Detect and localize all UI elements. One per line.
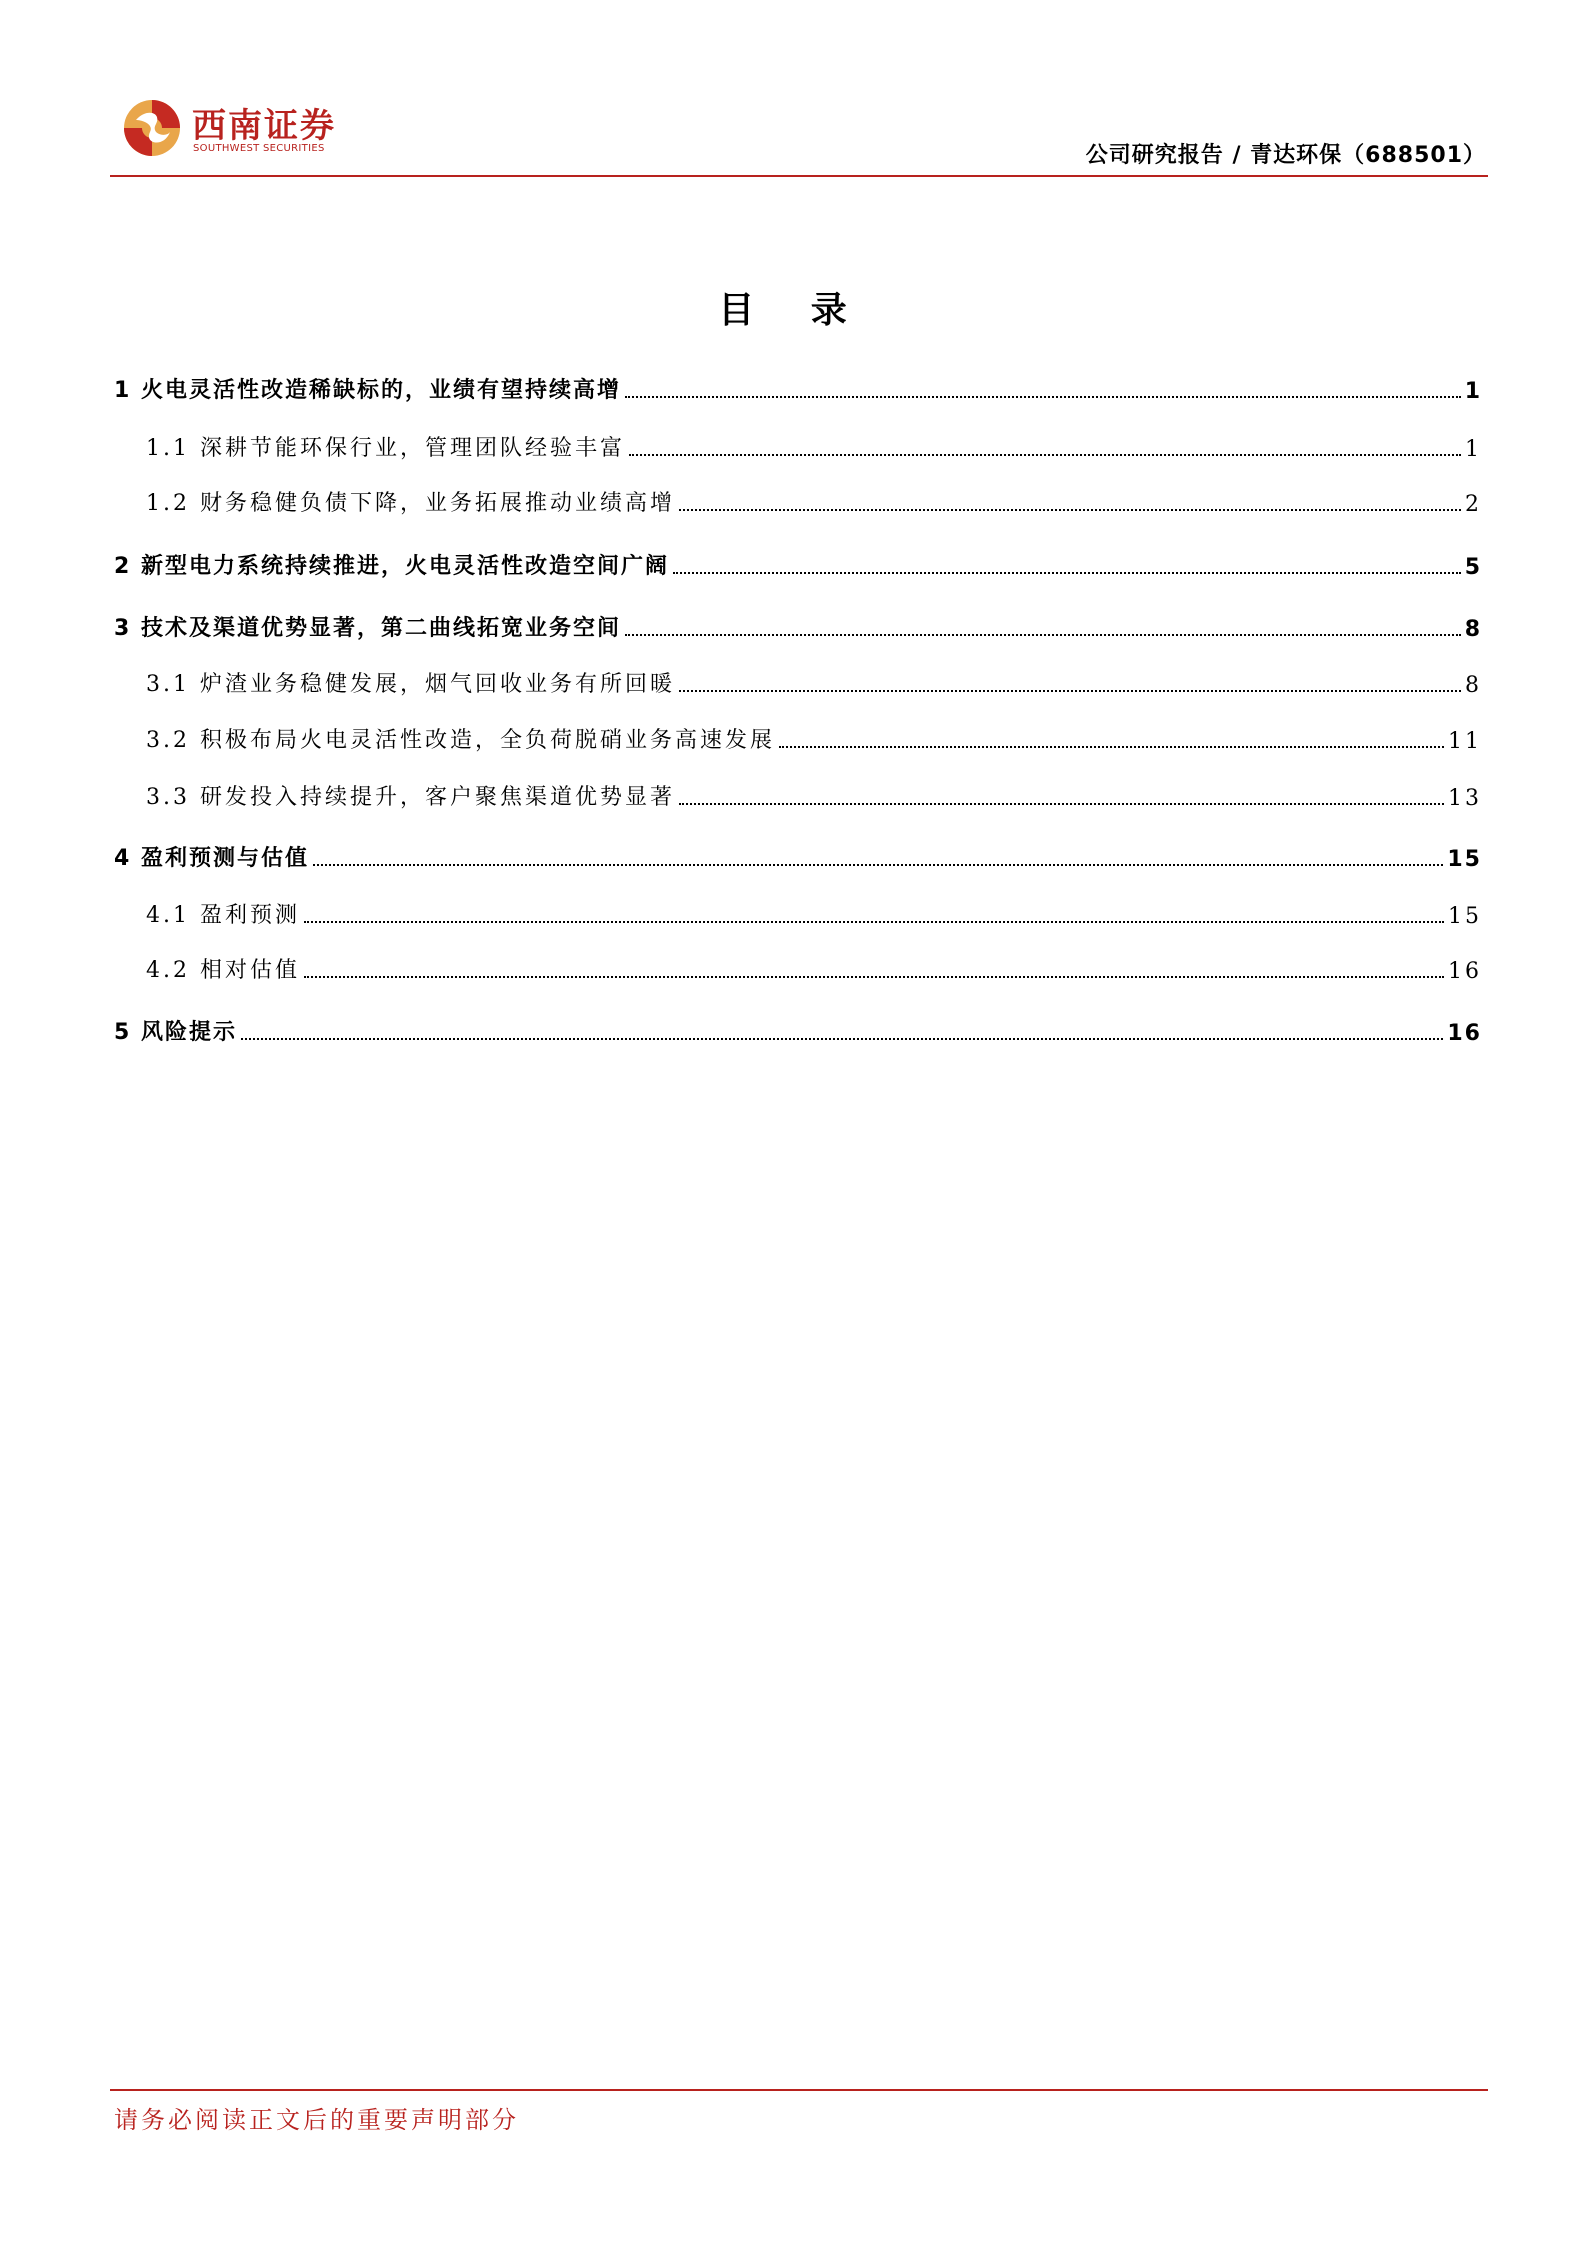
toc-entry-page: 1	[1465, 437, 1482, 462]
toc-leader-dots	[625, 396, 1461, 398]
report-title: 公司研究报告 / 青达环保（688501）	[1085, 143, 1486, 168]
toc-entry-page: 8	[1464, 617, 1482, 642]
toc-entry[interactable]	[114, 777, 1482, 811]
toc-entry-label: 3.3 研发投入持续提升，客户聚焦渠道优势显著	[146, 785, 675, 810]
toc-entry[interactable]	[114, 483, 1482, 517]
toc-entry[interactable]	[114, 370, 1482, 404]
toc-leader-dots	[679, 690, 1461, 692]
toc-entry[interactable]	[114, 838, 1482, 872]
toc-entry[interactable]	[114, 428, 1482, 462]
toc-entry-label: 5 风险提示	[114, 1020, 237, 1045]
toc-entry-label: 4.2 相对估值	[146, 958, 300, 983]
toc-leader-dots	[241, 1038, 1443, 1040]
logo-chinese-name: 西南证券	[192, 106, 336, 146]
footer-divider	[110, 2089, 1488, 2091]
toc-entry-label: 1.1 深耕节能环保行业，管理团队经验丰富	[146, 436, 625, 461]
toc-entry-page: 15	[1447, 847, 1482, 872]
toc-leader-dots	[673, 572, 1461, 574]
toc-leader-dots	[304, 921, 1444, 923]
toc-entry-label: 1 火电灵活性改造稀缺标的，业绩有望持续高增	[114, 378, 621, 403]
toc-entry[interactable]	[114, 950, 1482, 984]
toc-entry-label: 3.1 炉渣业务稳健发展，烟气回收业务有所回暖	[146, 672, 675, 697]
toc-entry-page: 13	[1448, 786, 1482, 811]
toc-entry[interactable]	[114, 1012, 1482, 1046]
toc-entry-label: 3.2 积极布局火电灵活性改造，全负荷脱硝业务高速发展	[146, 728, 775, 753]
footer-disclaimer-notice: 请务必阅读正文后的重要声明部分	[114, 2106, 519, 2134]
toc-entry-page: 15	[1448, 904, 1482, 929]
toc-entry-page: 11	[1448, 729, 1482, 754]
toc-entry-page: 8	[1465, 673, 1482, 698]
toc-entry[interactable]	[114, 546, 1482, 580]
toc-leader-dots	[629, 454, 1461, 456]
toc-entry[interactable]	[114, 895, 1482, 929]
toc-entry-label: 4 盈利预测与估值	[114, 846, 309, 871]
page-header	[110, 96, 1488, 176]
toc-entry-page: 1	[1464, 379, 1482, 404]
toc-leader-dots	[679, 803, 1444, 805]
toc-entry-label: 2 新型电力系统持续推进，火电灵活性改造空间广阔	[114, 554, 669, 579]
toc-leader-dots	[304, 976, 1444, 978]
toc-entry-page: 2	[1465, 492, 1482, 517]
southwest-securities-logo-icon	[122, 98, 182, 158]
toc-entry-label: 4.1 盈利预测	[146, 903, 300, 928]
toc-leader-dots	[313, 864, 1443, 866]
toc-entry-label: 3 技术及渠道优势显著，第二曲线拓宽业务空间	[114, 616, 621, 641]
toc-entry-page: 5	[1464, 555, 1482, 580]
company-logo	[122, 96, 382, 168]
toc-entry[interactable]	[114, 664, 1482, 698]
toc-entry-label: 1.2 财务稳健负债下降，业务拓展推动业绩高增	[146, 491, 675, 516]
toc-leader-dots	[625, 634, 1461, 636]
toc-leader-dots	[679, 509, 1461, 511]
toc-title: 目 录	[718, 290, 869, 331]
header-divider	[110, 175, 1488, 177]
toc-entry-page: 16	[1448, 959, 1482, 984]
logo-english-name: SOUTHWEST SECURITIES	[193, 143, 325, 154]
toc-entry-page: 16	[1447, 1021, 1482, 1046]
toc-entry[interactable]	[114, 608, 1482, 642]
toc-entry[interactable]	[114, 720, 1482, 754]
toc-leader-dots	[779, 746, 1444, 748]
